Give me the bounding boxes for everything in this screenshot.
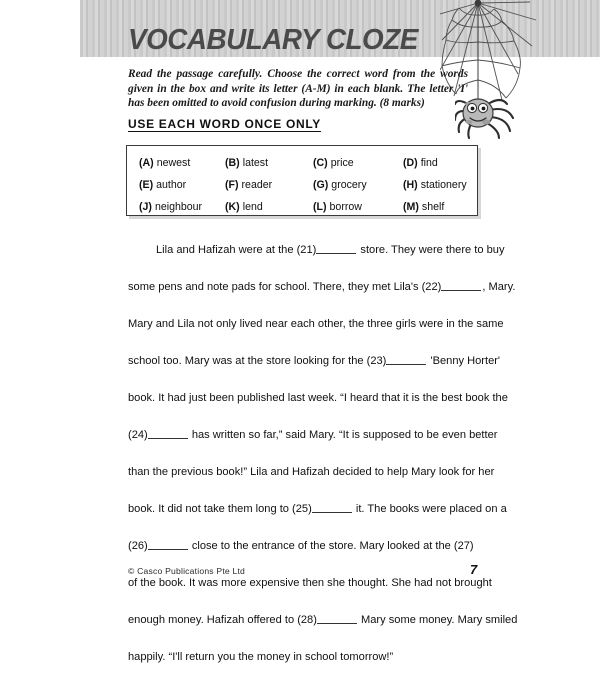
word-bank-entry-letter: (D) [403,157,418,169]
word-bank-entry-letter: (C) [313,157,328,169]
answer-blank[interactable] [148,540,188,550]
passage-line [128,269,516,306]
passage-text: Mary some money. Mary smiled [357,614,518,626]
passage-text: Mary and Lila not only lived near each other, the three girls were in the same [128,318,504,330]
passage-line [128,491,507,528]
passage-text: enough money. Hafizah offered to (28) [128,614,317,626]
word-bank-entry [225,176,313,194]
word-bank-entry-word: reader [241,179,273,191]
answer-blank[interactable] [317,614,357,624]
page-title: VOCABULARY CLOZE [128,24,418,56]
word-bank-entry-word: grocery [331,179,367,191]
answer-blank[interactable] [148,429,188,439]
word-bank-entry-letter: (G) [313,179,329,191]
word-bank-entry-word: price [330,157,354,169]
passage-text: of the book. It was more expensive then she thought. She had not brought [128,577,492,589]
word-bank-entry [225,198,313,216]
passage-text: Lila and Hafizah were at the (21) [156,244,317,256]
word-bank-entry [139,176,225,194]
passage-line [128,380,508,417]
passage-text: it. The books were placed on a [352,503,507,515]
answer-blank[interactable] [312,503,352,513]
footer-page-number: 7 [470,562,478,577]
passage-text: happily. “I'll return you the money in school tomorrow!” [128,651,394,663]
word-bank-entry-letter: (K) [225,201,240,213]
passage-text: , Mary. [482,281,516,293]
passage-line [128,232,505,269]
passage-text: 'Benny Horter' [427,355,501,367]
word-bank-entry-letter: (F) [225,179,239,191]
passage-text: close to the entrance of the store. Mary looked at the (27) [188,540,474,552]
passage-text: some pens and note pads for school. There, they met Lila's (22) [128,281,442,293]
passage-line [128,454,495,491]
word-bank-entry-word: shelf [421,201,445,213]
word-bank-entry-word: neighbour [154,201,203,213]
answer-blank[interactable] [316,244,356,254]
word-bank-entry [403,154,471,172]
word-bank-box [126,145,478,216]
passage-text: (26) [128,540,148,552]
word-bank-entry-word: newest [156,157,191,169]
word-bank-entry [139,154,225,172]
passage-line [128,417,498,454]
passage-line [128,602,518,639]
word-bank-entry [139,198,225,216]
passage-text: book. It had just been published last week. “I heard that it is the best book the [128,392,508,404]
footer-copyright: © Casco Publications Pte Ltd [128,566,246,576]
word-bank-entry-letter: (L) [313,201,327,213]
word-bank-entry [313,154,403,172]
passage-line [128,343,501,380]
answer-blank[interactable] [441,281,481,291]
word-bank-entry-word: borrow [329,201,362,213]
word-bank-entry-word: author [156,179,187,191]
word-bank-entry [313,198,403,216]
word-bank-entry [403,176,471,194]
passage-line [128,639,480,676]
passage-text: book. It did not take them long to (25) [128,503,312,515]
word-bank-grid [139,154,471,216]
passage-text: school too. Mary was at the store looking for the (23) [128,355,387,367]
instructions-text: Read the passage carefully. Choose the correct word from the words given in the box and write its letter (A-M) in each blank. The letter 'I' has been omitted to avoid confusion during marking. (8 marks) [128,68,468,110]
word-bank-entry-letter: (M) [403,201,419,213]
word-bank-entry-word: stationery [420,179,467,191]
passage-text: than the previous book!” Lila and Hafizah decided to help Mary look for her [128,466,495,478]
word-bank-entry-letter: (H) [403,179,418,191]
word-bank-entry [403,198,471,216]
word-bank-entry-word: latest [242,157,269,169]
use-each-word-heading: USE EACH WORD ONCE ONLY [128,117,322,131]
word-bank-entry [225,154,313,172]
passage-text: has written so far,” said Mary. “It is supposed to be even better [188,429,498,441]
word-bank-entry-letter: (A) [139,157,154,169]
word-bank-entry [313,176,403,194]
passage-text: store. They were there to buy [357,244,505,256]
word-bank-entry-letter: (J) [139,201,152,213]
word-bank-entry-letter: (B) [225,157,240,169]
passage-text: (24) [128,429,148,441]
passage-line [128,306,504,343]
passage-line [128,528,480,565]
word-bank-entry-letter: (E) [139,179,154,191]
answer-blank[interactable] [386,355,426,365]
word-bank-entry-word: find [420,157,438,169]
passage-body [128,232,518,676]
word-bank-entry-word: lend [242,201,263,213]
